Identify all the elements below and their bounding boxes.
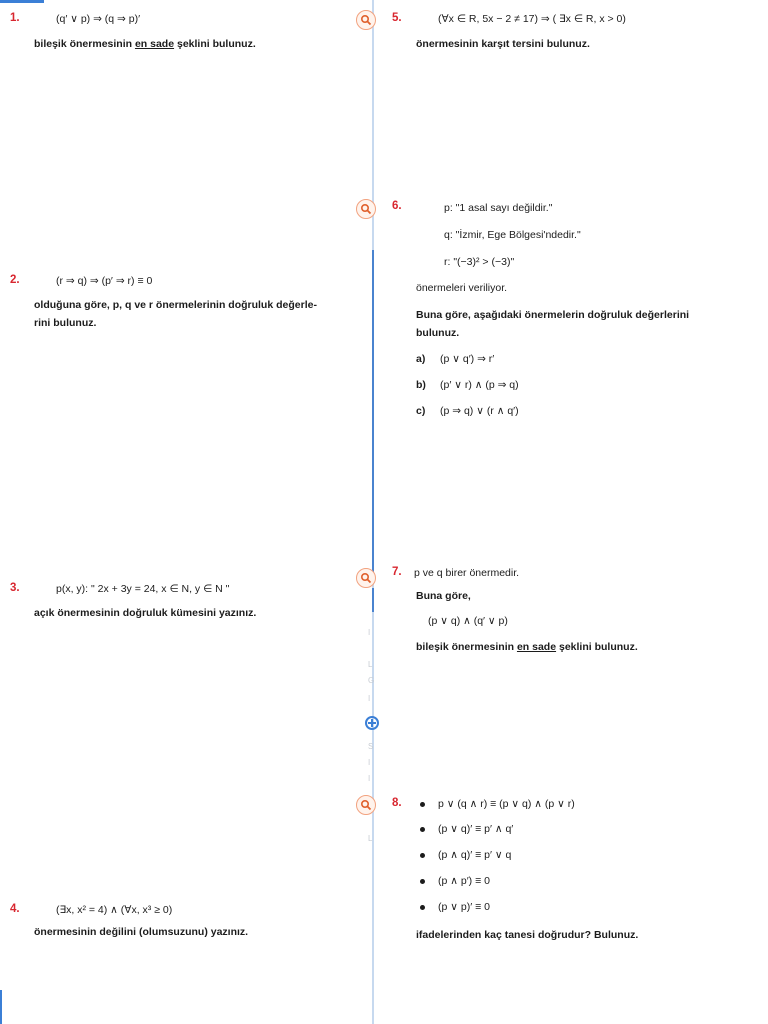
item-expression-a: (p ∨ q′) ⇒ r′	[440, 353, 495, 365]
prompt-underlined: en sade	[134, 38, 175, 50]
proposition-p: p: "1 asal sayı değildir."	[444, 202, 553, 214]
question-given: önermeleri veriliyor.	[416, 282, 508, 294]
question-number: 1.	[10, 12, 20, 24]
bullet	[420, 879, 425, 884]
bullet	[420, 827, 425, 832]
search-button-q8[interactable]	[356, 795, 376, 815]
top-accent-bar	[0, 0, 44, 3]
statement-4: (p ∧ p′) ≡ 0	[438, 875, 490, 887]
divider-letter: L	[368, 834, 373, 843]
item-label-a: a)	[416, 353, 426, 365]
divider-letter: I	[368, 628, 371, 637]
question-number: 4.	[10, 903, 20, 915]
divider-letter: I	[368, 758, 371, 767]
question-prompt: açık önermesinin doğruluk kümesini yazınız.	[34, 607, 257, 619]
question-intro: p ve q birer önermedir.	[414, 567, 520, 579]
item-label-b: b)	[416, 379, 426, 391]
question-prompt-line2: rini bulunuz.	[34, 317, 97, 329]
search-icon	[360, 799, 372, 811]
bullet	[420, 802, 425, 807]
question-prompt	[34, 38, 256, 50]
divider-letter: L	[368, 660, 373, 669]
question-number: 6.	[392, 200, 402, 212]
search-button-q7[interactable]	[356, 568, 376, 588]
search-button-q5[interactable]	[356, 10, 376, 30]
question-number: 5.	[392, 12, 402, 24]
search-icon	[360, 572, 372, 584]
proposition-r: r: "(−3)² > (−3)"	[444, 256, 515, 268]
column-divider-accent	[372, 250, 374, 575]
question-expression: (∃x, x² = 4) ∧ (∀x, x³ ≥ 0)	[56, 904, 173, 916]
question-prompt: önermesinin karşıt tersini bulunuz.	[416, 38, 590, 50]
search-button-q6[interactable]	[356, 199, 376, 219]
question-expression: p(x, y): " 2x + 3y = 24, x ∈ N, y ∈ N "	[56, 583, 230, 595]
column-divider-accent-2	[372, 588, 374, 612]
divider-letter: S	[368, 742, 374, 751]
search-icon	[360, 14, 372, 26]
prompt-text: bileşik önermesinin	[34, 38, 135, 50]
prompt-text: şeklini bulunuz.	[556, 641, 638, 653]
publisher-logo-icon	[364, 715, 380, 731]
question-prompt: önermesinin değilini (olumsuzunu) yazınız.	[34, 926, 249, 938]
question-buna: Buna göre,	[416, 590, 471, 602]
question-expression: (∀x ∈ R, 5x − 2 ≠ 17) ⇒ ( ∃x ∈ R, x > 0)	[438, 13, 626, 25]
question-prompt: ifadelerinden kaç tanesi doğrudur? Bulunuz.	[416, 929, 639, 941]
question-expression: (p ∨ q) ∧ (q′ ∨ p)	[428, 615, 508, 627]
left-edge-mark	[0, 990, 2, 1024]
prompt-underlined: en sade	[516, 641, 557, 653]
search-icon	[360, 203, 372, 215]
bullet	[420, 905, 425, 910]
question-prompt-line1: Buna göre, aşağıdaki önermelerin doğruluk değerlerini	[416, 309, 690, 321]
proposition-q: q: "İzmir, Ege Bölgesi'ndedir."	[444, 229, 581, 241]
statement-5: (p ∨ p)′ ≡ 0	[438, 901, 490, 913]
question-number: 3.	[10, 582, 20, 594]
item-expression-b: (p′ ∨ r) ∧ (p ⇒ q)	[440, 379, 519, 391]
question-number: 7.	[392, 566, 402, 578]
question-number: 8.	[392, 797, 402, 809]
question-prompt-line2: bulunuz.	[416, 327, 460, 339]
question-prompt-line1: olduğuna göre, p, q ve r önermelerinin doğruluk değerle-	[34, 299, 317, 311]
bullet	[420, 853, 425, 858]
statement-3: (p ∧ q)′ ≡ p′ ∨ q	[438, 849, 512, 861]
statement-2: (p ∨ q)′ ≡ p′ ∧ q′	[438, 823, 514, 835]
statement-1: p ∨ (q ∧ r) ≡ (p ∨ q) ∧ (p ∨ r)	[438, 798, 575, 810]
prompt-text: bileşik önermesinin	[416, 641, 517, 653]
divider-letter: I	[368, 774, 371, 783]
divider-letter: I	[368, 694, 371, 703]
prompt-text: şeklini bulunuz.	[174, 38, 256, 50]
question-expression: (q′ ∨ p) ⇒ (q ⇒ p)′	[56, 13, 141, 25]
divider-letter: G	[368, 676, 375, 685]
item-expression-c: (p ⇒ q) ∨ (r ∧ q′)	[440, 405, 519, 417]
item-label-c: c)	[416, 405, 426, 417]
question-number: 2.	[10, 274, 20, 286]
question-prompt	[416, 641, 638, 653]
question-expression: (r ⇒ q) ⇒ (p′ ⇒ r) ≡ 0	[56, 275, 153, 287]
